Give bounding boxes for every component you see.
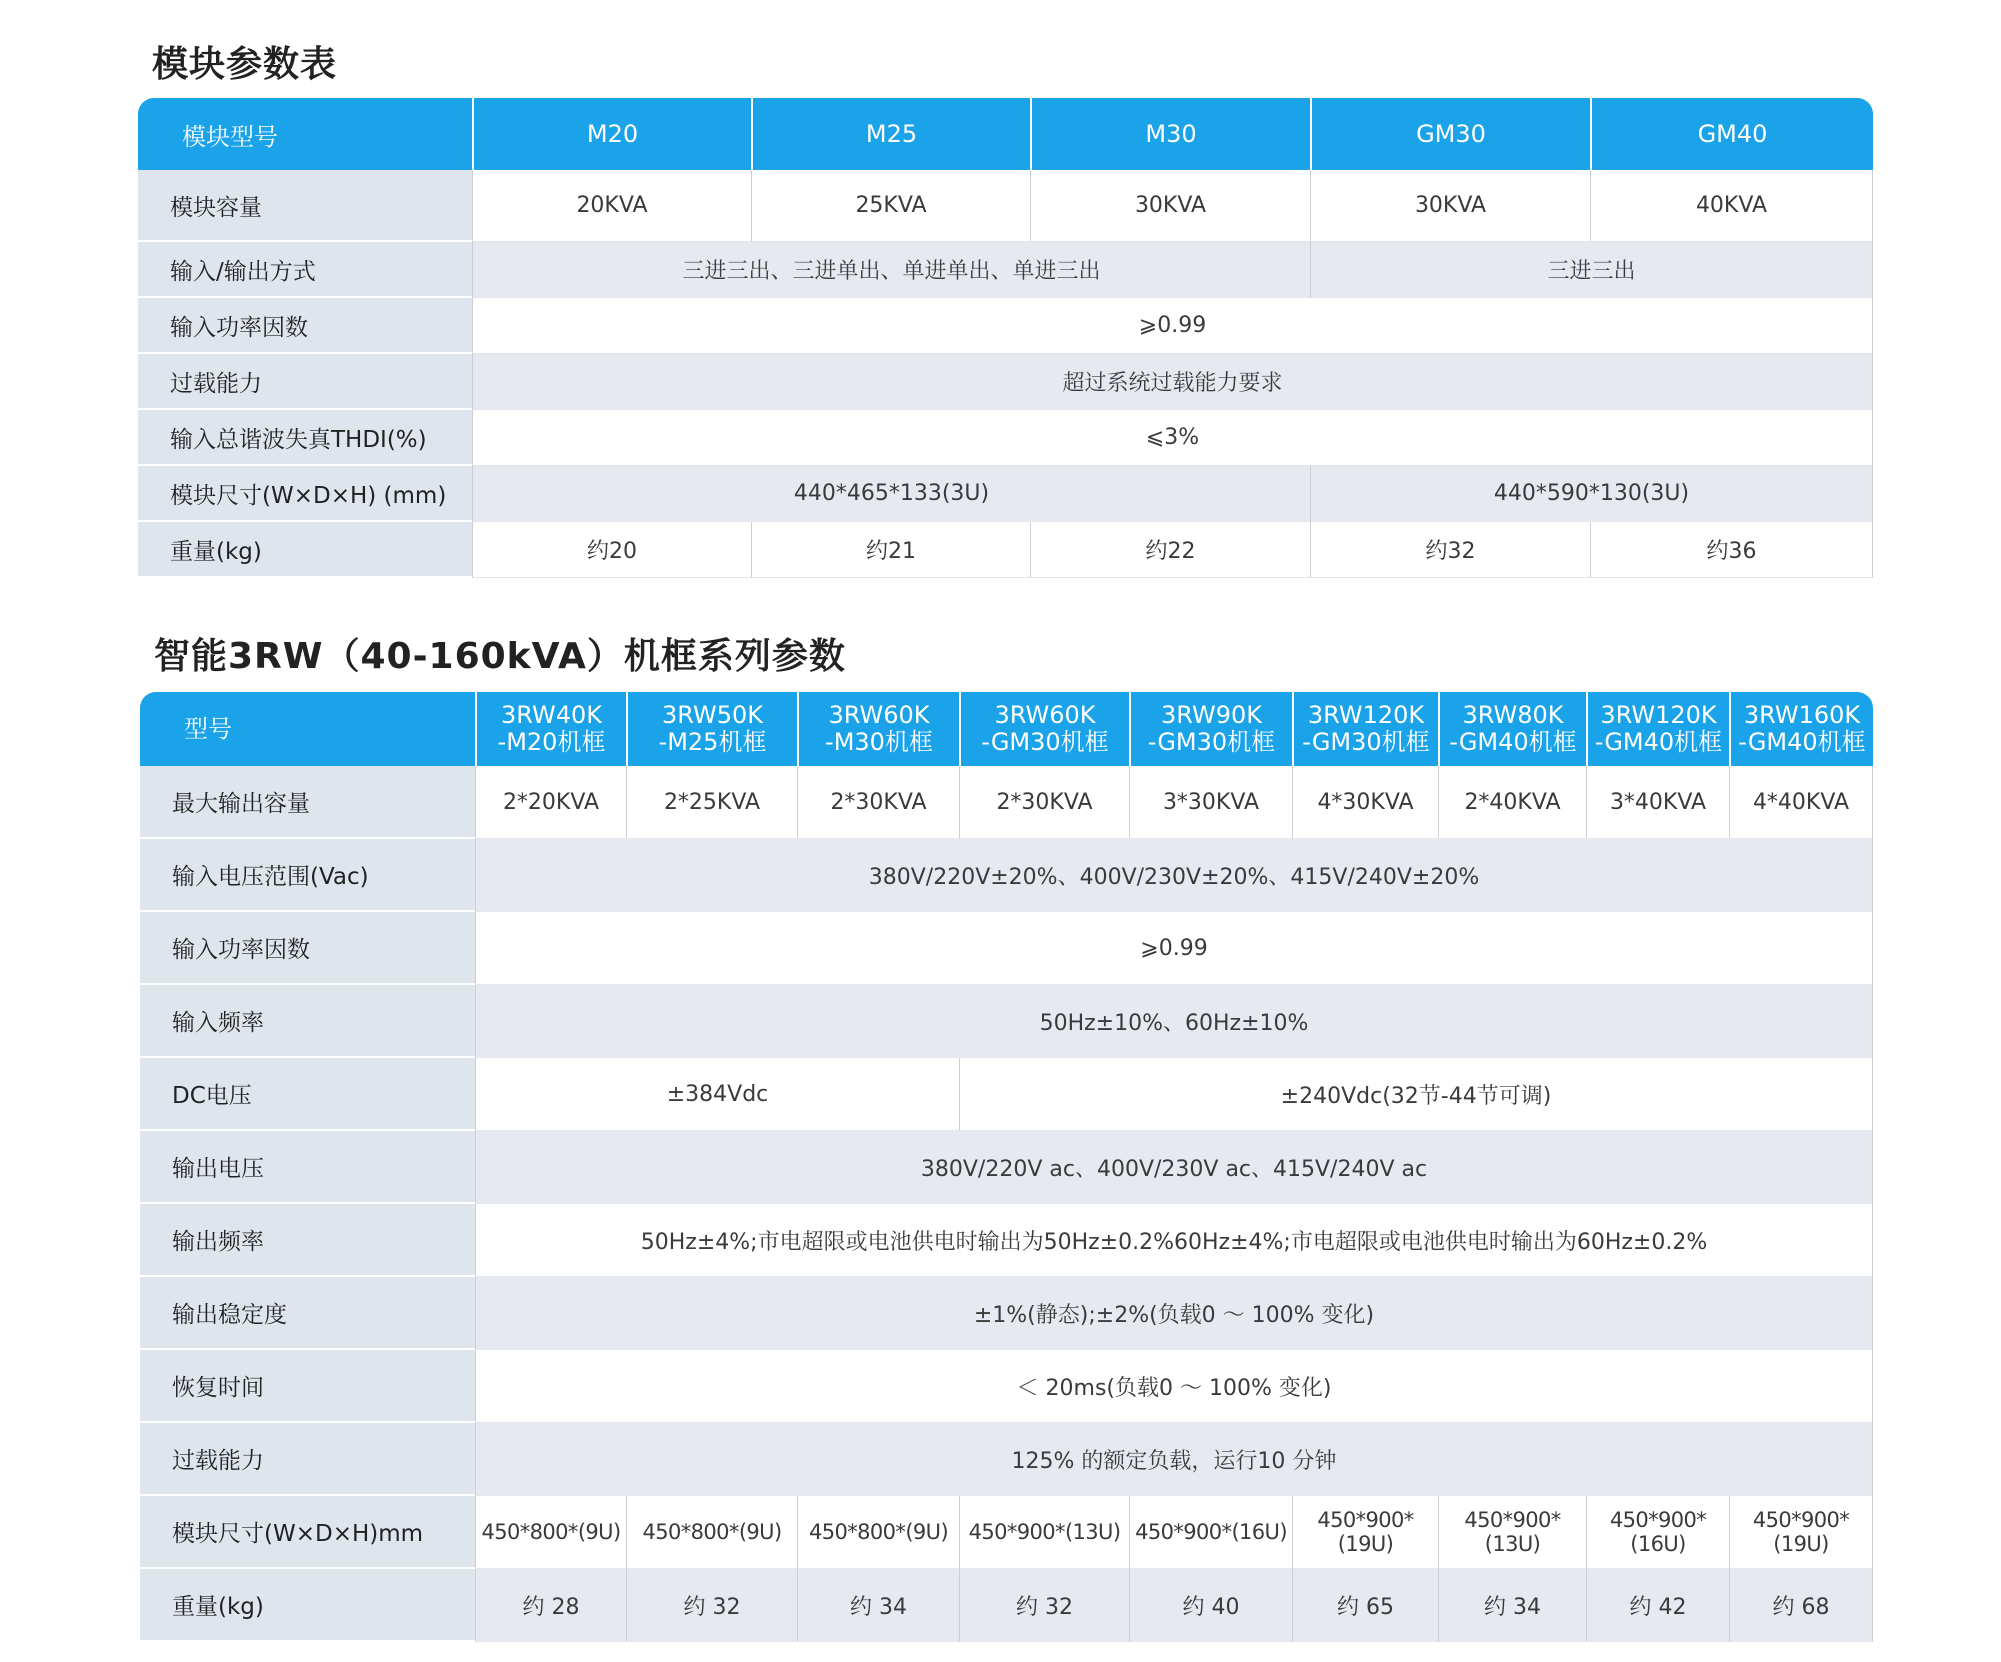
table-cell: ±1%(静态);±2%(负载0 ～ 100% 变化) xyxy=(475,1277,1873,1350)
header-model-line2: -M20机框 xyxy=(497,728,606,756)
table-cell: 约 34 xyxy=(797,1569,959,1642)
table-cell: 3*40KVA xyxy=(1586,766,1729,839)
header-model xyxy=(1438,692,1586,766)
header-model-line2: -M25机框 xyxy=(658,728,767,756)
table-cell: 2*20KVA xyxy=(475,766,626,839)
header-model xyxy=(1586,692,1729,766)
table-cell: 450*900*(13U) xyxy=(959,1496,1129,1569)
header-model xyxy=(1129,692,1292,766)
table-cell: 380V/220V±20%、400V/230V±20%、415V/240V±20% xyxy=(475,839,1873,912)
table-row xyxy=(140,1058,1873,1131)
table-cell: 约 34 xyxy=(1438,1569,1586,1642)
table-cell: 450*900*(13U) xyxy=(1438,1496,1586,1569)
module-table-title: 模块参数表 xyxy=(152,44,338,85)
table-row xyxy=(140,1496,1873,1569)
header-model-line2: -GM30机框 xyxy=(1302,728,1430,756)
row-label: 过载能力 xyxy=(140,1423,475,1496)
table-cell: 30KVA xyxy=(1030,170,1310,242)
table-row xyxy=(138,354,1873,410)
table-header-row xyxy=(138,98,1873,170)
row-label: 输入频率 xyxy=(140,985,475,1058)
row-label: 输入功率因数 xyxy=(138,298,472,354)
row-label: 输入电压范围(Vac) xyxy=(140,839,475,912)
table-row xyxy=(138,242,1873,298)
table-cell: 25KVA xyxy=(751,170,1030,242)
table-row xyxy=(138,298,1873,354)
table-cell: 440*590*130(3U) xyxy=(1310,466,1873,522)
table-row xyxy=(140,912,1873,985)
table-cell: 40KVA xyxy=(1590,170,1873,242)
header-model xyxy=(959,692,1129,766)
header-model-line2: -GM40机框 xyxy=(1449,728,1577,756)
table-cell: 450*900*(19U) xyxy=(1292,1496,1438,1569)
header-model: GM30 xyxy=(1310,98,1590,170)
row-label: 模块尺寸(W×D×H)mm xyxy=(140,1496,475,1569)
row-label: 重量(kg) xyxy=(138,522,472,578)
table-cell: 450*800*(9U) xyxy=(475,1496,626,1569)
header-model-line2: -GM30机框 xyxy=(981,728,1109,756)
row-label: 重量(kg) xyxy=(140,1569,475,1642)
table-cell: ±384Vdc xyxy=(475,1058,959,1131)
header-label-model: 型号 xyxy=(140,692,475,766)
table-cell: 约21 xyxy=(751,522,1030,578)
header-model-line1: 3RW50K xyxy=(662,701,763,729)
row-label: 输出电压 xyxy=(140,1131,475,1204)
table-cell: 3*30KVA xyxy=(1129,766,1292,839)
table-cell: 约 32 xyxy=(626,1569,797,1642)
header-model-line1: 3RW60K xyxy=(994,701,1096,729)
table-cell: 约22 xyxy=(1030,522,1310,578)
header-model-line2: -GM40机框 xyxy=(1738,728,1866,756)
table-cell: 约 28 xyxy=(475,1569,626,1642)
table-cell: 2*40KVA xyxy=(1438,766,1586,839)
table-cell: 450*800*(9U) xyxy=(797,1496,959,1569)
table-cell: 约 40 xyxy=(1129,1569,1292,1642)
table-cell: 约32 xyxy=(1310,522,1590,578)
header-model-line2: -GM40机框 xyxy=(1594,728,1723,756)
header-model: M25 xyxy=(751,98,1030,170)
row-label: 模块尺寸(W×D×H) (mm) xyxy=(138,466,472,522)
header-label-module-model: 模块型号 xyxy=(138,98,472,170)
table-cell: ⩽3% xyxy=(472,410,1873,466)
header-model: M30 xyxy=(1030,98,1310,170)
table-row xyxy=(140,1569,1873,1642)
table-row xyxy=(140,1277,1873,1350)
header-model-line1: 3RW90K xyxy=(1161,701,1262,729)
table-cell: 450*900*(16U) xyxy=(1586,1496,1729,1569)
table-row xyxy=(140,766,1873,839)
row-label: 输入/输出方式 xyxy=(138,242,472,298)
table-row xyxy=(140,1350,1873,1423)
row-label: 输入功率因数 xyxy=(140,912,475,985)
header-model-line1: 3RW40K xyxy=(501,701,602,729)
header-model-line1: 3RW160K xyxy=(1743,701,1861,729)
table-cell: 三进三出、三进单出、单进单出、单进三出 xyxy=(472,242,1310,298)
table-row xyxy=(138,522,1873,578)
header-model-line2: -GM30机框 xyxy=(1147,728,1276,756)
table-cell: 2*30KVA xyxy=(797,766,959,839)
table-cell: 超过系统过载能力要求 xyxy=(472,354,1873,410)
row-label: 模块容量 xyxy=(138,170,472,242)
table-cell: 125% 的额定负载，运行10 分钟 xyxy=(475,1423,1873,1496)
table-cell: 2*30KVA xyxy=(959,766,1129,839)
table-cell: 440*465*133(3U) xyxy=(472,466,1310,522)
table-cell: 约 32 xyxy=(959,1569,1129,1642)
row-label: 恢复时间 xyxy=(140,1350,475,1423)
header-model-line2: -M30机框 xyxy=(825,728,933,756)
header-model-line1: 3RW80K xyxy=(1462,701,1564,729)
header-model: M20 xyxy=(472,98,751,170)
table-cell: ＜ 20ms(负载0 ～ 100% 变化) xyxy=(475,1350,1873,1423)
header-model xyxy=(626,692,797,766)
table-cell: ⩾0.99 xyxy=(472,298,1873,354)
table-row xyxy=(138,466,1873,522)
table-row xyxy=(140,1131,1873,1204)
table-cell: 约20 xyxy=(472,522,751,578)
table-cell: 450*900*(19U) xyxy=(1729,1496,1873,1569)
table-cell: ±240Vdc(32节-44节可调) xyxy=(959,1058,1873,1131)
header-model xyxy=(1292,692,1438,766)
table-row xyxy=(140,839,1873,912)
header-model-line1: 3RW120K xyxy=(1600,701,1717,729)
header-model-line1: 3RW120K xyxy=(1307,701,1425,729)
table-cell: 约 68 xyxy=(1729,1569,1873,1642)
table-row xyxy=(140,1204,1873,1277)
row-label: 输入总谐波失真THDI(%) xyxy=(138,410,472,466)
table-cell: 30KVA xyxy=(1310,170,1590,242)
table-cell: 约 42 xyxy=(1586,1569,1729,1642)
row-label: DC电压 xyxy=(140,1058,475,1131)
table-cell: 4*30KVA xyxy=(1292,766,1438,839)
table-cell: 2*25KVA xyxy=(626,766,797,839)
header-model-line1: 3RW60K xyxy=(828,701,930,729)
table-cell: 380V/220V ac、400V/230V ac、415V/240V ac xyxy=(475,1131,1873,1204)
table-cell: 450*800*(9U) xyxy=(626,1496,797,1569)
table-cell: 约36 xyxy=(1590,522,1873,578)
table-cell: 20KVA xyxy=(472,170,751,242)
table-row xyxy=(140,1423,1873,1496)
table-cell: 450*900*(16U) xyxy=(1129,1496,1292,1569)
header-model xyxy=(475,692,626,766)
row-label: 输出频率 xyxy=(140,1204,475,1277)
row-label: 最大输出容量 xyxy=(140,766,475,839)
cabinet-parameter-table xyxy=(140,692,1873,1642)
table-row xyxy=(138,410,1873,466)
cabinet-table-title: 智能3RW（40-160kVA）机框系列参数 xyxy=(154,636,846,677)
table-cell: 50Hz±10%、60Hz±10% xyxy=(475,985,1873,1058)
table-header-row xyxy=(140,692,1873,766)
table-row xyxy=(140,985,1873,1058)
header-model: GM40 xyxy=(1590,98,1873,170)
table-cell: ⩾0.99 xyxy=(475,912,1873,985)
module-parameter-table xyxy=(138,98,1873,578)
header-model xyxy=(797,692,959,766)
header-model xyxy=(1729,692,1873,766)
table-cell: 50Hz±4%;市电超限或电池供电时输出为50Hz±0.2%60Hz±4%;市电超限或电池供电时输出为60Hz±0.2% xyxy=(475,1204,1873,1277)
table-cell: 4*40KVA xyxy=(1729,766,1873,839)
row-label: 输出稳定度 xyxy=(140,1277,475,1350)
row-label: 过载能力 xyxy=(138,354,472,410)
table-cell: 三进三出 xyxy=(1310,242,1873,298)
table-row xyxy=(138,170,1873,242)
table-cell: 约 65 xyxy=(1292,1569,1438,1642)
